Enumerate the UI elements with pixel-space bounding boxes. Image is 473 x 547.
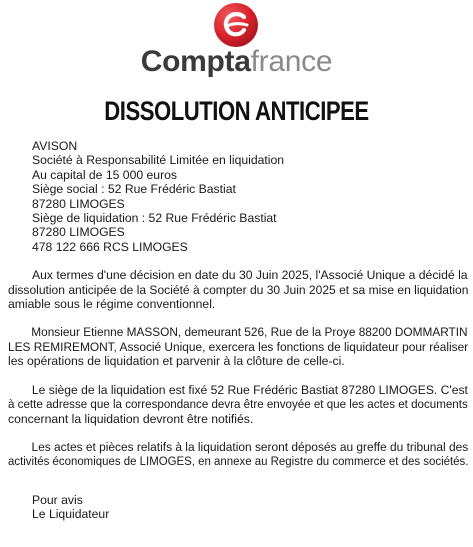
- registered-office-city: 87280 LIMOGES: [32, 196, 125, 211]
- registered-office: Siège social : 52 Rue Frédéric Bastiat: [32, 182, 236, 197]
- company-block: [8, 139, 468, 254]
- rcs-number: 478 122 666 RCS LIMOGES: [32, 239, 188, 254]
- company-capital: Au capital de 15 000 euros: [32, 167, 178, 182]
- paragraph-decision: [8, 268, 468, 311]
- paragraph-line: dissolution anticipée de la Société à compter du 30 Juin 2025 et sa mise en liquidation: [8, 282, 469, 297]
- paragraph-line: concernant la liquidation devront être notifiés.: [8, 411, 254, 426]
- paragraph-seat: [8, 383, 468, 426]
- company-form: Société à Responsabilité Limitée en liquidation: [32, 153, 285, 168]
- comptafrance-logo: [0, 0, 473, 86]
- signature-block: [8, 493, 468, 522]
- liquidation-office-city: 87280 LIMOGES: [32, 225, 125, 240]
- paragraph-filing: [8, 440, 468, 469]
- paragraph-line: Le siège de la liquidation est fixé 52 Rue Frédéric Bastiat 87280 LIMOGES. C'est: [31, 382, 468, 397]
- company-name: AVISON: [32, 139, 78, 153]
- notice-title: DISSOLUTION ANTICIPEE: [104, 96, 369, 126]
- brand-wordmark: [0, 46, 473, 78]
- signature-liquidator: Le Liquidateur: [32, 507, 110, 522]
- brand-bold-part: Compta: [140, 45, 251, 78]
- signature-pour-avis: Pour avis: [32, 492, 83, 507]
- paragraph-line: LES REMIREMONT, Associé Unique, exercera les fonctions de liquidateur pour réaliser: [8, 339, 469, 354]
- paragraph-line: Monsieur Etienne MASSON, demeurant 526, Rue de la Proye 88200 DOMMARTIN: [31, 325, 468, 340]
- notice-body: [8, 139, 468, 522]
- liquidation-office: Siège de liquidation : 52 Rue Frédéric Bastiat: [32, 211, 277, 226]
- paragraph-line: Les actes et pièces relatifs à la liquidation seront déposés au greffe du tribunal des: [31, 439, 469, 454]
- paragraph-liquidator: [8, 325, 468, 368]
- paragraph-line: à cette adresse que la correspondance devra être envoyée et que les actes et documents: [8, 397, 468, 412]
- brand-light-part: france: [250, 45, 333, 78]
- paragraph-line: Aux termes d'une décision en date du 30 Juin 2025, l'Associé Unique a décidé la: [32, 268, 468, 283]
- paragraph-line: les opérations de liquidation et parvenir à la clôture de celle-ci.: [8, 354, 345, 369]
- comptafrance-logo-icon: [213, 2, 259, 48]
- paragraph-line: activités économiques de LIMOGES, en annexe au Registre du commerce et des sociétés.: [8, 454, 469, 469]
- paragraph-line: amiable sous le régime conventionnel.: [8, 297, 216, 312]
